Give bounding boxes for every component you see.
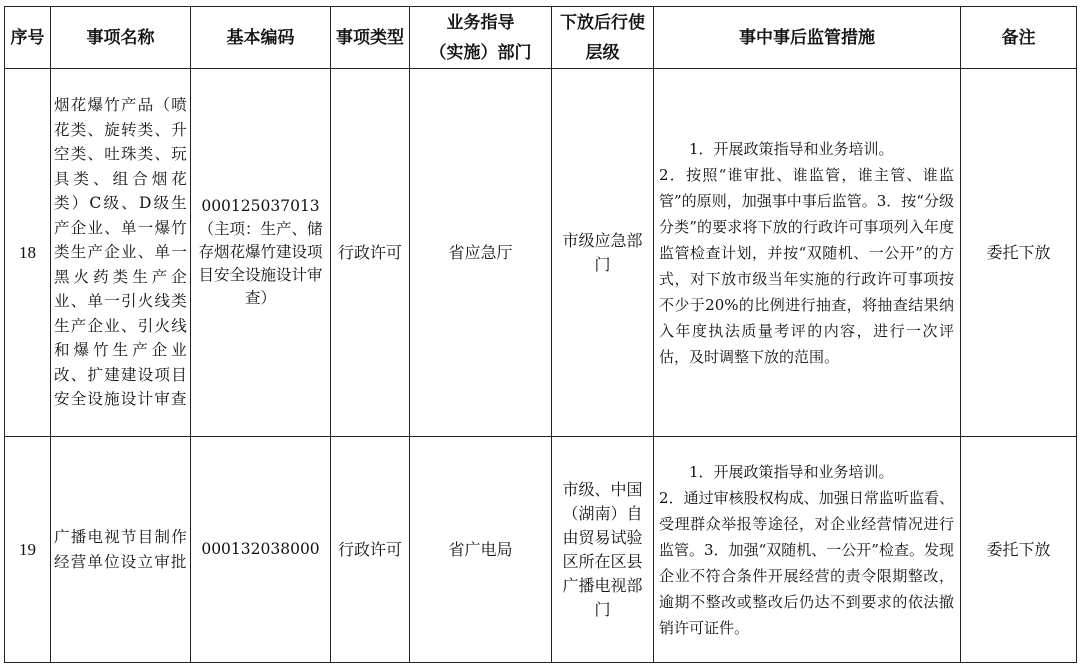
- header-seq: 序号: [5, 7, 51, 69]
- delegation-table: [4, 6, 1077, 663]
- row-item-name: 烟花爆竹产品（喷花类、旋转类、升空类、吐珠类、玩具类、组合烟花类）C级、D级生产企业、单一爆竹类生产企业、单一黑火药类生产企业、单一引火线类生产企业、引火线和爆竹生产企业改、扩建建设项目安全设施设计审查: [51, 69, 191, 437]
- row-measures: [654, 437, 961, 663]
- header-level: [552, 7, 654, 69]
- header-dept-line2: （实施）部门: [429, 42, 532, 63]
- measure-line-1: 1．开展政策指导和业务培训。: [689, 139, 894, 158]
- header-measures: 事中事后监管措施: [654, 7, 961, 69]
- header-type: 事项类型: [331, 7, 410, 69]
- header-dept-line1: 业务指导: [446, 12, 515, 33]
- table-row: [5, 69, 1077, 437]
- table-row: [5, 437, 1077, 663]
- row-type: 行政许可: [331, 69, 410, 437]
- measure-line-2: 2．按照“谁审批、谁监管，谁主管、谁监管”的原则，加强事中事后监管。3．按“分级分类”的要求将下放的行政许可事项列入年度监管检查计划，并按“双随机、一公开”的方式，对下放市级当年实施的行政许可事项按不少于20%的比例进行抽查，将抽查结果纳入年度执法质量考评的内容，进行一次评估，及时调整下放的范围。: [659, 165, 954, 366]
- measure-line-1: 1．开展政策指导和业务培训。: [689, 462, 894, 481]
- row-code: 000125037013（主项：生产、储存烟花爆竹建设项目安全设施设计审查）: [191, 69, 331, 437]
- row-seq: 19: [5, 437, 51, 663]
- row-seq: 18: [5, 69, 51, 437]
- row-code: 000132038000: [191, 437, 331, 663]
- row-dept: 省应急厅: [410, 69, 552, 437]
- header-level-line2: 层级: [585, 42, 620, 63]
- header-remark: 备注: [961, 7, 1077, 69]
- row-dept: 省广电局: [410, 437, 552, 663]
- row-item-name: 广播电视节目制作经营单位设立审批: [51, 437, 191, 663]
- header-name: 事项名称: [51, 7, 191, 69]
- row-remark: 委托下放: [961, 437, 1077, 663]
- header-level-line1: 下放后行使: [560, 12, 645, 33]
- row-remark: 委托下放: [961, 69, 1077, 437]
- header-code: 基本编码: [191, 7, 331, 69]
- header-dept: [410, 7, 552, 69]
- row-level: 市级应急部门: [552, 69, 654, 437]
- measure-line-2: 2．通过审核股权构成、加强日常监听监看、受理群众举报等途径，对企业经营情况进行监管。3．加强“双随机、一公开”检查。发现企业不符合条件开展经营的责令限期整改，逾期不整改或整改后仍达不到要求的依法撤销许可证件。: [659, 488, 954, 637]
- row-measures: [654, 69, 961, 437]
- row-level: 市级、中国（湖南）自由贸易试验区所在区县广播电视部门: [552, 437, 654, 663]
- row-type: 行政许可: [331, 437, 410, 663]
- table-header-row: [5, 7, 1077, 69]
